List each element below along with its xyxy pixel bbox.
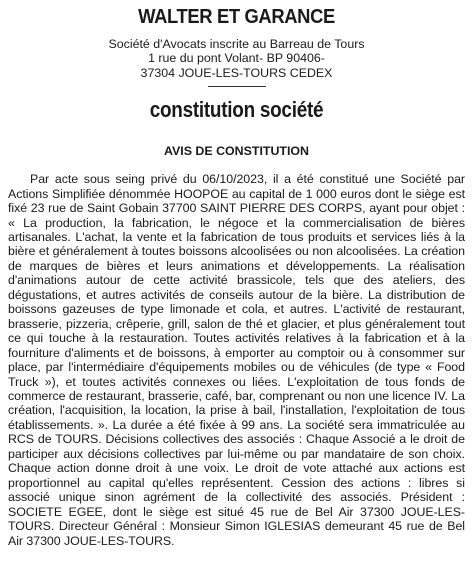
firm-name: WALTER ET GARANCE	[138, 6, 335, 28]
firm-address	[8, 37, 465, 80]
notice-subtitle: AVIS DE CONSTITUTION	[163, 144, 310, 159]
address-line-1: Société d'Avocats inscrite au Barreau de Tours	[108, 37, 365, 51]
notice-body-text: Par acte sous seing privé du 06/10/2023, il a été constitué une Société par Actions Simplifiée dénommée HOOPOE au capital de 1 000 euros dont le siège est fixé 23 rue de Saint Gobain 37700 SAINT PIERRE DES CORPS, ayant pour objet : « La production, la fabrication, le négoce et la commercialisation de bières artisanales. L'achat, la vente et la fabrication de tous produits et services liés à la bière et généralement à toutes boissons alcoolisées ou non alcoolisées. La création de marques de bières et leurs animations et développements. La réalisation d'animations autour de cette activité brassicole, tels que des ateliers, des dégustations, et autres activités de conseils autour de la bière. La distribution de boissons gazeuses de type limonade et cola, et autres. L'activité de restaurant, brasserie, pizzeria, crêperie, grill, salon de thé et glacier, et plus généralement tout ce qui touche à la restauration. Toutes activités relatives à la fabrication et à la fourniture d'aliments et de boissons, à emporter au comptoir ou à consommer sur place, par l'intermédiaire d'équipements mobiles ou de véhicules (de type « Food Truck »), et toutes activités connexes ou liées. L'exploitation de tous fonds de commerce de restaurant, brasserie, café, bar, comprenant ou non une licence IV. La création, l'acquisition, la location, la prise à bail, l'installation, l'exploitation de tous établissements. ». La durée a été fixée à 99 ans. La société sera immatriculée au RCS de TOURS. Décisions collectives des associés : Chaque Associé a le droit de participer aux décisions collectives par lui-même ou par mandataire de son choix. Chaque action donne droit à une voix. Le droit de vote attaché aux actions est proportionnel au capital qu'elles représentent. Cession des actions : libres si associé unique sinon agrément de la collectivité des associés. Président : SOCIETE EGEE, dont le siège est situé 45 rue de Bel Air 37300 JOUE-LES-TOURS. Directeur Général : Monsieur Simon IGLESIAS demeurant 45 rue de Bel Air 37300 JOUE-LES-TOURS.	[8, 172, 465, 548]
notice-body	[8, 172, 465, 548]
address-line-3: 37304 JOUE-LES-TOURS CEDEX	[140, 65, 333, 80]
address-line-2: 1 rue du pont Volant- BP 90406-	[148, 51, 325, 66]
notice-title: constitution société	[149, 97, 324, 123]
separator-rule	[208, 86, 266, 87]
